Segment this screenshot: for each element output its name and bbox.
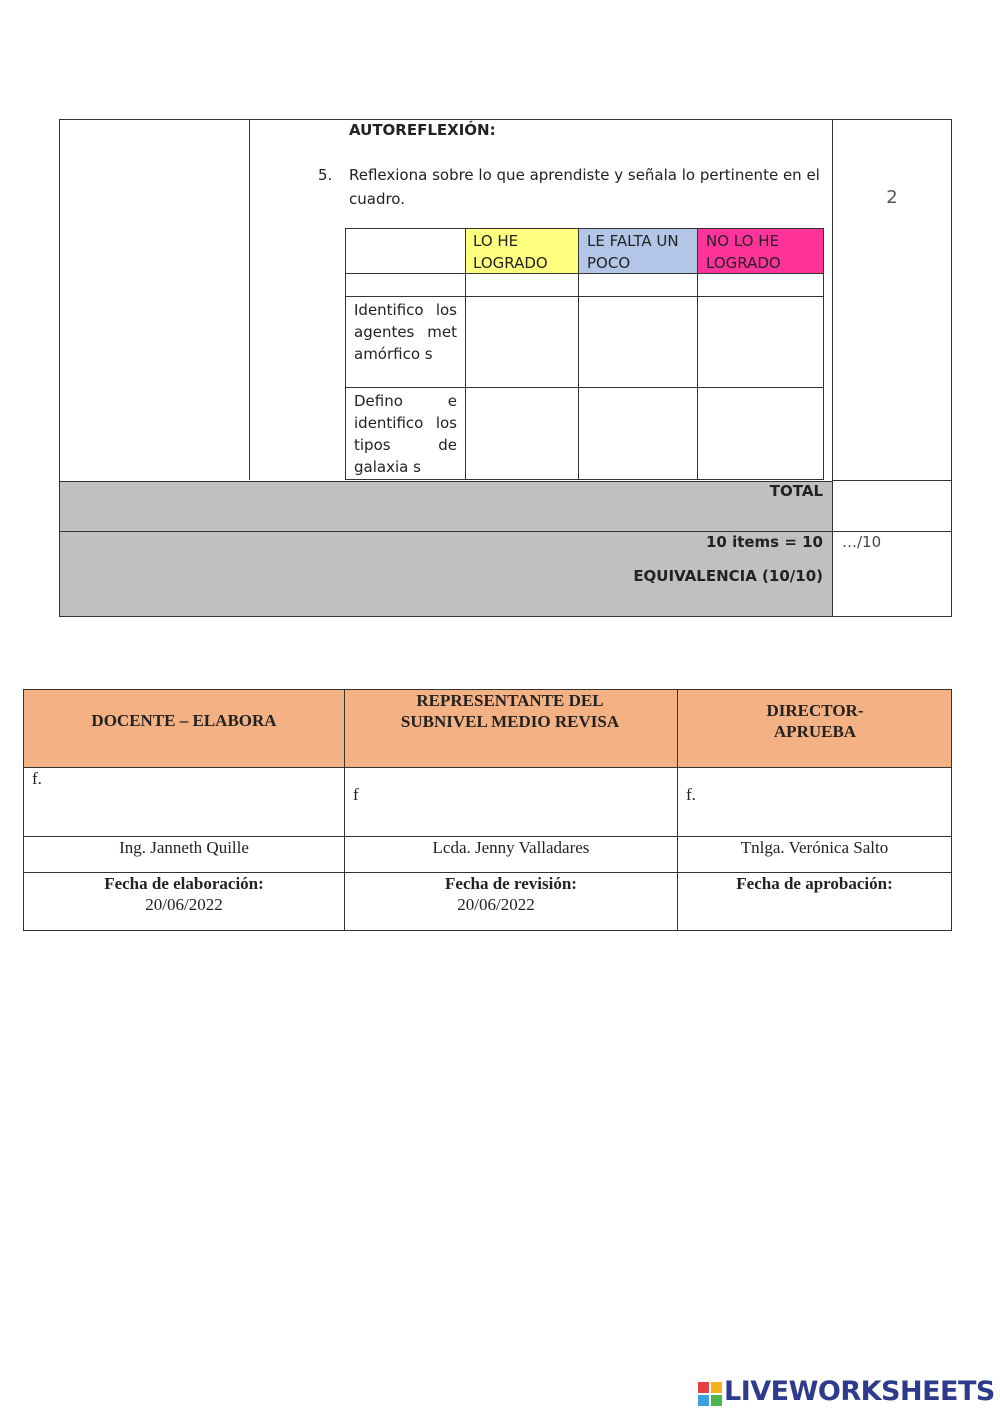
rubric-check-cell[interactable] — [579, 388, 697, 479]
item-number: 5. — [318, 166, 333, 184]
sig-hline — [23, 767, 952, 768]
signature-mark-teacher[interactable]: f. — [32, 769, 42, 788]
date-teacher: 20/06/2022 — [145, 895, 223, 914]
name-representative: Lcda. Jenny Valladares — [432, 838, 590, 857]
signature-mark-director[interactable]: f. — [686, 785, 696, 804]
rubric-row-label: Identifico los agentes metamórfico s — [354, 301, 457, 363]
date-label-teacher: Fecha de elaboración: — [104, 874, 264, 893]
row-divider — [832, 531, 952, 532]
score-value: 2 — [886, 187, 898, 208]
equivalence-label: EQUIVALENCIA (10/10) — [633, 567, 823, 585]
rubric-header-achieved: LO HE LOGRADO — [465, 229, 578, 273]
rubric-hline — [345, 273, 824, 274]
rubric-check-cell[interactable] — [698, 297, 823, 387]
date-label-representative: Fecha de revisión: — [445, 874, 577, 893]
instruction-text: Reflexiona sobre lo que aprendiste y señala lo pertinente en el cuadro. — [349, 166, 820, 208]
liveworksheets-logo-icon — [698, 1382, 722, 1406]
name-director: Tnlga. Verónica Salto — [740, 838, 889, 857]
grade-placeholder[interactable]: …/10 — [842, 533, 882, 551]
header-representative: REPRESENTANTE DEL SUBNIVEL MEDIO REVISA — [400, 691, 620, 731]
items-label: 10 items = 10 — [705, 533, 823, 551]
sig-vline — [677, 689, 678, 931]
date-representative: 20/06/2022 — [457, 895, 535, 914]
date-label-director: Fecha de aprobación: — [736, 874, 893, 893]
rubric-header-not-achieved: NO LO HE LOGRADO — [698, 229, 823, 273]
name-teacher: Ing. Janneth Quille — [119, 838, 249, 857]
header-director: DIRECTOR- APRUEBA — [766, 701, 864, 741]
rubric-check-cell[interactable] — [466, 297, 578, 387]
rubric-header-almost: LE FALTA UN POCO — [579, 229, 697, 273]
rubric-check-cell[interactable] — [466, 388, 578, 479]
sig-hline — [23, 836, 952, 837]
rubric-check-cell[interactable] — [698, 388, 823, 479]
total-score-cell[interactable] — [833, 481, 951, 531]
signature-mark-representative[interactable]: f — [353, 785, 359, 804]
col-divider — [249, 119, 250, 480]
brand-wordmark: LIVEWORKSHEETS — [724, 1376, 995, 1407]
section-title: AUTOREFLEXIÓN: — [349, 121, 496, 139]
rubric-row-label: Defino e identifico los tipos de galaxia s — [354, 392, 457, 476]
sig-hline — [23, 872, 952, 873]
rubric-check-cell[interactable] — [579, 297, 697, 387]
total-label: TOTAL — [769, 482, 823, 500]
header-teacher: DOCENTE – ELABORA — [91, 711, 277, 730]
